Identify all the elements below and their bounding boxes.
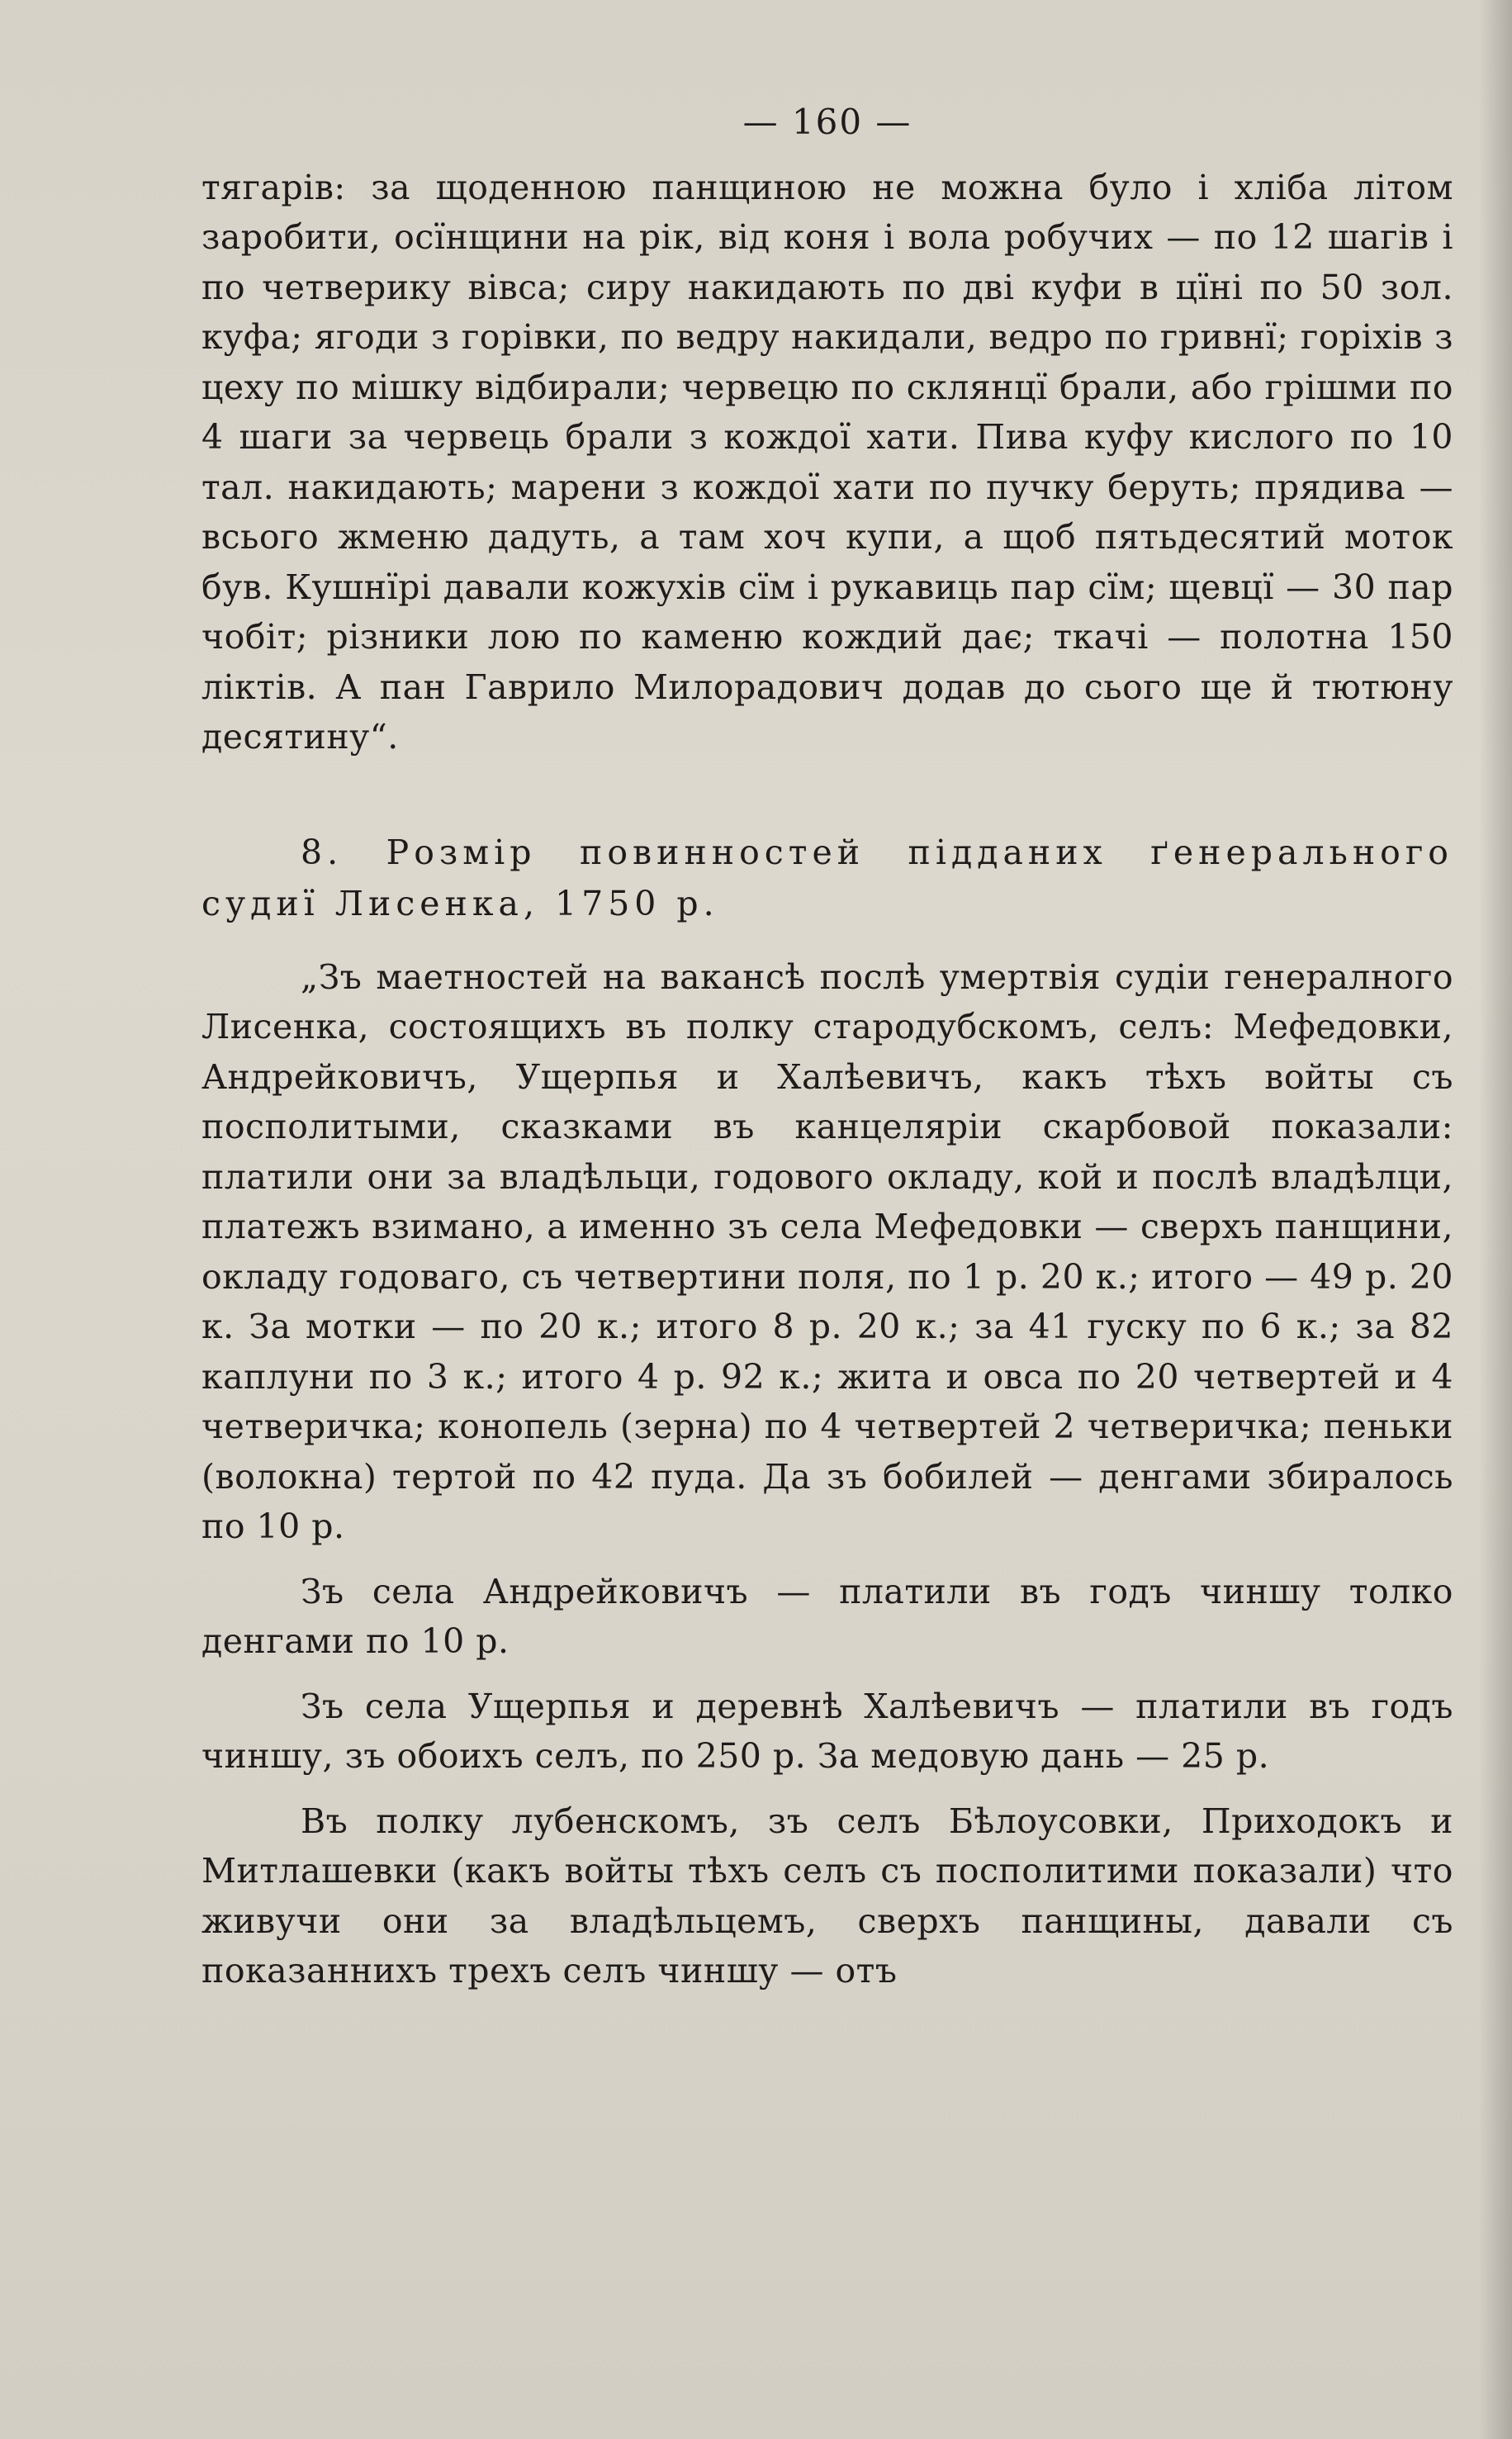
text-column	[201, 97, 1453, 1996]
section-paragraph-ushcherpye: Зъ села Ущерпья и деревнѣ Халѣевичъ — платили въ годъ чиншу, зъ обоихъ селъ, по 250 р. За медовую дань — 25 р.	[201, 1686, 1453, 1776]
paragraph-continuation: тягарів: за щоденною панщиною не можна було і хліба літом заробити, осїнщини на рік, від коня і вола робучих — по 12 шагів і по четверику вівса; сиру накидають по дві куфи в цїні по 50 зол. куфа; ягоди з горівки, по ведру накидали, ведро по гривнї; горіхів з цеху по мішку відбирали; червецю по склянцї брали, або грішми по 4 шаги за червець брали з кождої хати. Пива куфу кислого по 10 тал. накидають; марени з кождої хати по пучку беруть; прядива — всього жменю дадуть, а там хоч купи, а щоб пятьдесятий моток був. Кушнїрі давали кожухів сїм і рукавиць пар сїм; щевцї — 30 пар чобіт; різники лою по каменю кождий дає; ткачі — полотна 150 ліктів. А пан Гаврило Милорадович додав до сього ще й тютюну десятину“.	[201, 167, 1453, 757]
section-paragraph-lubny-regiment: Въ полку лубенскомъ, зъ селъ Бѣлоусовки, Приходокъ и Митлашевки (какъ войты тѣхъ селъ съ посполитими показали) что живучи они за владѣльцемъ, сверхъ панщины, давали съ показаннихъ трехъ селъ чиншу — отъ	[201, 1801, 1453, 1991]
section-paragraph-mefedovka: „Зъ маетностей на вакансѣ послѣ умертвія судіи генералного Лисенка, состоящихъ въ полку стародубскомъ, селъ: Мефедовки, Андрейковичъ, Ущерпья и Халѣевичъ, какъ тѣхъ войты съ посполитыми, сказками въ канцеляріи скарбовой показали: платили они за владѣльци, годового окладу, кой и послѣ владѣлци, платежъ взимано, а именно зъ села Мефедовки — сверхъ панщини, окладу годоваго, съ четвертини поля, по 1 р. 20 к.; итого — 49 р. 20 к. За мотки — по 20 к.; итого 8 р. 20 к.; за 41 гуску по 6 к.; за 82 каплуни по 3 к.; итого 4 р. 92 к.; жита и овса по 20 четвертей и 4 четверичка; конопель (зерна) по 4 четвертей 2 четверичка; пеньки (волокна) тертой по 42 пуда. Да зъ бобилей — денгами збиралось по 10 р.	[201, 956, 1453, 1546]
page-number: — 160 —	[742, 102, 912, 142]
section-heading: 8. Розмір повинностей підданих ґенерального судиї Лисенка, 1750 р.	[201, 832, 1453, 923]
section-paragraph-andreikovychi: Зъ села Андрейковичъ — платили въ годъ чиншу толко денгами по 10 р.	[201, 1571, 1453, 1661]
